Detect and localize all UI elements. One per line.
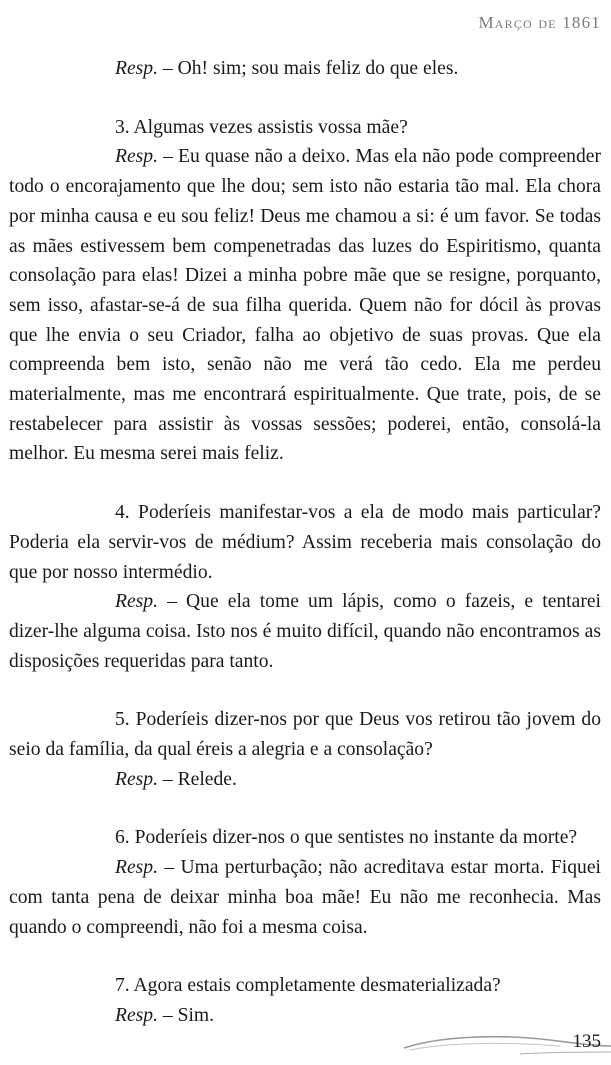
question-paragraph: 7. Agora estais completamente desmaterializada? — [115, 975, 501, 997]
answer-paragraph — [9, 54, 601, 84]
resp-label: Resp. — [115, 591, 158, 613]
answer-paragraph — [9, 142, 601, 469]
resp-label: Resp. — [115, 857, 158, 879]
answer-text: – Uma perturbação; não acreditava estar morta. Fiquei com tanta pena de deixar minha boa mãe! Eu não me reconhecia. Mas quando o compreendi, não foi a mesma coisa. — [9, 857, 601, 938]
answer-paragraph — [9, 853, 601, 942]
answer-text: – Sim. — [158, 1004, 215, 1026]
question-paragraph: 6. Poderíeis dizer-nos o que sentistes no instante da morte? — [115, 827, 578, 849]
answer-text: – Oh! sim; sou mais feliz do que eles. — [158, 58, 459, 79]
answer-paragraph — [9, 587, 601, 676]
answer-paragraph — [9, 765, 601, 795]
question-paragraph: 3. Algumas vezes assistis vossa mãe? — [115, 116, 408, 138]
page-number: 135 — [572, 1031, 601, 1052]
resp-label: Resp. — [115, 768, 158, 790]
answer-paragraph — [9, 1001, 601, 1031]
answer-text: – Relede. — [158, 768, 237, 790]
answer-text: – Que ela tome um lápis, como o fazeis, e tentarei dizer-lhe alguma coisa. Isto nos é muito difícil, quando não encontramos as disposições requeridas para tanto. — [9, 591, 601, 672]
question-paragraph: 5. Poderíeis dizer-nos por que Deus vos retirou tão jovem do seio da família, da qual éreis a alegria e a consolação? — [9, 709, 601, 761]
running-header: Março de 1861 — [478, 13, 601, 32]
page-body — [9, 54, 601, 1031]
resp-label: Resp. — [115, 1004, 158, 1026]
resp-label: Resp. — [115, 146, 158, 168]
question-paragraph: 4. Poderíeis manifestar-vos a ela de modo mais particular? Poderia ela servir-vos de médium? Assim receberia mais consolação do que por nosso intermédio. — [9, 502, 601, 583]
answer-text: – Eu quase não a deixo. Mas ela não pode compreender todo o encorajamento que lhe dou; sem isto não estaria tão mal. Ela chora por minha causa e eu sou feliz! Deus me chamou a si: é um favor. Se todas as mães estivessem bem compenetradas das luzes do Espiritismo, quanta consolação para elas! Dizei a minha pobre mãe que se resigne, porquanto, sem isso, afastar-se-á de sua filha querida. Quem não for dócil às provas que lhe envia o seu Criador, falha ao objetivo de suas provas. Que ela compreenda bem isto, senão não me verá tão cedo. Ela me perdeu materialmente, mas me encontrará espiritualmente. Que trate, pois, de se restabelecer para assistir às vossas sessões; poderei, então, consolá-la melhor. Eu mesma serei mais feliz. — [9, 146, 601, 465]
resp-label: Resp. — [115, 58, 158, 79]
